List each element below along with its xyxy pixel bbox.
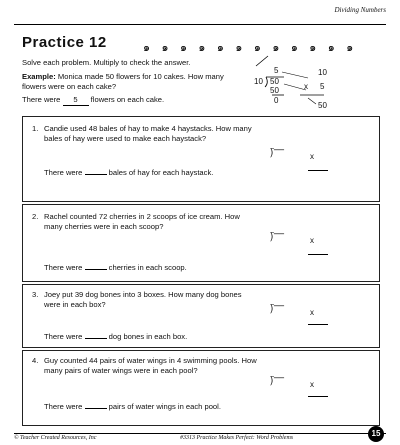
problem-1-mult-x: x [310, 152, 314, 161]
problem-3-text: Joey put 39 dog bones into 3 boxes. How many dog bones were in each box? [44, 290, 242, 309]
problem-2 [18, 212, 374, 276]
example-answer-prefix: There were [22, 95, 61, 104]
example-answer-suffix: flowers on each cake. [90, 95, 165, 104]
header-divider [14, 24, 386, 25]
problem-3-answer-suffix: dog bones in each box. [108, 332, 188, 341]
problem-2-answer [44, 263, 264, 273]
problem-2-mult-line [308, 254, 328, 255]
example-dividend: 50 [270, 77, 279, 86]
problem-4-number: 4. [32, 356, 39, 365]
example-question: Monica made 50 flowers for 10 cakes. How many flowers were on each cake? [22, 72, 224, 91]
example-mult-by: 5 [320, 82, 325, 91]
problem-4-mult-line [308, 396, 328, 397]
problem-2-answer-prefix: There were [44, 263, 83, 272]
footer-divider [14, 433, 386, 434]
problem-1 [18, 124, 374, 194]
problem-4-division-bracket: ⟌‾‾ [270, 377, 285, 388]
example-quotient: 5 [274, 66, 279, 75]
page-number-badge: 15 [368, 426, 384, 442]
problem-1-answer [44, 168, 264, 178]
example-divisor: 10 [254, 77, 263, 86]
problem-3-answer-blank[interactable] [85, 338, 107, 339]
problem-1-answer-blank[interactable] [85, 174, 107, 175]
example-work [254, 64, 370, 120]
problem-3-answer-prefix: There were [44, 332, 83, 341]
problem-4-answer-blank[interactable] [85, 408, 107, 409]
problem-4-text: Guy counted 44 pairs of water wings in 4 swimming pools. How many pairs of water wings were in each pool? [44, 356, 257, 375]
problem-1-mult-line [308, 170, 328, 171]
problem-2-mult-x: x [310, 236, 314, 245]
problem-1-text: Candie used 48 bales of hay to make 4 haystacks. How many bales of hay were used to make each haystack? [44, 124, 252, 143]
problem-1-number: 1. [32, 124, 39, 133]
example-answer [22, 95, 164, 106]
problem-1-division-bracket: ⟌‾‾ [270, 149, 285, 160]
problem-3-mult-line [308, 324, 328, 325]
section-label: Dividing Numbers [334, 6, 386, 14]
footer-book-title: #3313 Practice Makes Perfect: Word Problems [180, 435, 294, 441]
problem-2-number: 2. [32, 212, 39, 221]
problem-4-mult-x: x [310, 380, 314, 389]
problem-2-answer-suffix: cherries in each scoop. [108, 263, 187, 272]
problem-2-text: Rachel counted 72 cherries in 2 scoops of ice cream. How many cherries were in each scoop? [44, 212, 240, 231]
example-label: Example: [22, 72, 56, 81]
problem-1-answer-prefix: There were [44, 168, 83, 177]
problem-4-answer-prefix: There were [44, 402, 83, 411]
problem-2-division-bracket: ⟌‾‾ [270, 233, 285, 244]
problem-2-answer-blank[interactable] [85, 269, 107, 270]
example-mult-x: x [304, 82, 308, 91]
page-title: Practice 12 [22, 34, 107, 51]
example-mult-top: 10 [318, 68, 327, 77]
instructions: Solve each problem. Multiply to check the answer. [22, 58, 191, 67]
problem-3-number: 3. [32, 290, 39, 299]
problem-3 [18, 290, 374, 342]
example-text [22, 72, 232, 92]
problem-3-division-bracket: ⟌‾‾ [270, 305, 285, 316]
footer-copyright: © Teacher Created Resources, Inc [14, 435, 97, 441]
example-mult-result: 50 [318, 101, 327, 110]
problem-4 [18, 356, 374, 420]
problem-4-answer [44, 402, 264, 412]
example-answer-blank: 5 [63, 95, 89, 106]
problem-3-mult-x: x [310, 308, 314, 317]
problem-4-answer-suffix: pairs of water wings in each pool. [108, 402, 221, 411]
example-remainder: 0 [274, 96, 279, 105]
problem-1-answer-suffix: bales of hay for each haystack. [108, 168, 214, 177]
example-subtract: 50 [270, 86, 279, 95]
swirl-decoration: ๑ ๑ ๑ ๑ ๑ ๑ ๑ ๑ ๑ ๑ ๑ ๑ [143, 41, 358, 54]
problem-3-answer [44, 332, 264, 342]
